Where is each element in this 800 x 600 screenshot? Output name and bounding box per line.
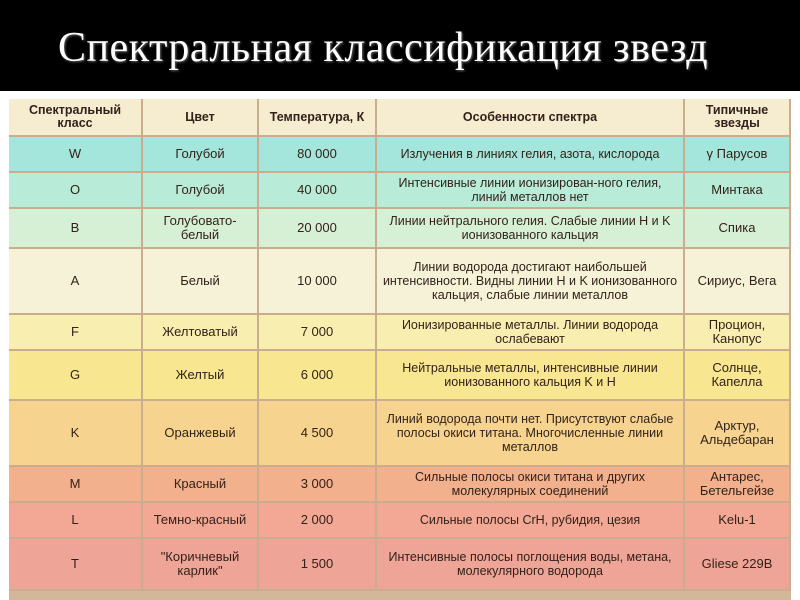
color-cell: Голубой	[143, 137, 259, 173]
color-cell: Желтый	[143, 351, 259, 401]
spectral-class-table	[9, 99, 791, 591]
spectrum-cell: Интенсивные полосы поглощения воды, метана, молекулярного водорода	[377, 539, 685, 591]
stars-cell: Арктур, Альдебаран	[685, 401, 791, 467]
stars-cell: Минтака	[685, 173, 791, 209]
temperature-cell: 1 500	[259, 539, 377, 591]
table-row	[9, 401, 791, 467]
stars-cell: γ Парусов	[685, 137, 791, 173]
stars-cell: Антарес, Бетельгейзе	[685, 467, 791, 503]
title-bar	[0, 0, 800, 91]
table-row	[9, 467, 791, 503]
color-cell: Голубовато-белый	[143, 209, 259, 249]
spectral-class-cell: G	[9, 351, 143, 401]
header-spectral-class: Спектральный класс	[9, 99, 143, 137]
spectrum-cell: Интенсивные линии ионизирован-ного гелия, линий металлов нет	[377, 173, 685, 209]
color-cell: Темно-красный	[143, 503, 259, 539]
temperature-cell: 80 000	[259, 137, 377, 173]
header-spectrum-features: Особенности спектра	[377, 99, 685, 137]
stars-cell: Спика	[685, 209, 791, 249]
color-cell: Красный	[143, 467, 259, 503]
spectrum-cell: Нейтральные металлы, интенсивные линии ионизованного кальция K и H	[377, 351, 685, 401]
color-cell: Оранжевый	[143, 401, 259, 467]
temperature-cell: 4 500	[259, 401, 377, 467]
table-frame	[9, 99, 791, 600]
table-header-row	[9, 99, 791, 137]
table-body	[9, 137, 791, 591]
temperature-cell: 6 000	[259, 351, 377, 401]
spectral-class-cell: A	[9, 249, 143, 315]
table-row	[9, 539, 791, 591]
spectral-class-cell: O	[9, 173, 143, 209]
stars-cell: Gliese 229B	[685, 539, 791, 591]
table-row	[9, 315, 791, 351]
header-temperature: Температура, К	[259, 99, 377, 137]
spectrum-cell: Ионизированные металлы. Линии водорода ослабевают	[377, 315, 685, 351]
table-row	[9, 249, 791, 315]
spectrum-cell: Линии нейтрального гелия. Слабые линии H и K ионизованного кальция	[377, 209, 685, 249]
spectrum-cell: Линий водорода почти нет. Присутствуют слабые полосы окиси титана. Многочисленные линии металлов	[377, 401, 685, 467]
stars-cell: Сириус, Вега	[685, 249, 791, 315]
spectral-class-cell: L	[9, 503, 143, 539]
color-cell: Желтоватый	[143, 315, 259, 351]
stars-cell: Kelu-1	[685, 503, 791, 539]
spectral-class-cell: K	[9, 401, 143, 467]
table-row	[9, 137, 791, 173]
color-cell: Белый	[143, 249, 259, 315]
spectral-class-cell: M	[9, 467, 143, 503]
table-row	[9, 503, 791, 539]
header-color: Цвет	[143, 99, 259, 137]
temperature-cell: 2 000	[259, 503, 377, 539]
temperature-cell: 40 000	[259, 173, 377, 209]
spectral-class-cell: W	[9, 137, 143, 173]
color-cell: Голубой	[143, 173, 259, 209]
slide-title: Спектральная классификация звезд	[58, 25, 709, 71]
table-row	[9, 173, 791, 209]
temperature-cell: 20 000	[259, 209, 377, 249]
spectral-class-cell: B	[9, 209, 143, 249]
stars-cell: Солнце, Капелла	[685, 351, 791, 401]
temperature-cell: 7 000	[259, 315, 377, 351]
spectrum-cell: Сильные полосы окиси титана и других молекулярных соединений	[377, 467, 685, 503]
table-row	[9, 209, 791, 249]
spectrum-cell: Излучения в линиях гелия, азота, кислорода	[377, 137, 685, 173]
stars-cell: Процион, Канопус	[685, 315, 791, 351]
spectrum-cell: Сильные полосы CrH, рубидия, цезия	[377, 503, 685, 539]
temperature-cell: 10 000	[259, 249, 377, 315]
temperature-cell: 3 000	[259, 467, 377, 503]
table-row	[9, 351, 791, 401]
header-typical-stars: Типичные звезды	[685, 99, 791, 137]
spectrum-cell: Линии водорода достигают наибольшей интенсивности. Видны линии H и K ионизованного кальция, слабые линии металлов	[377, 249, 685, 315]
color-cell: "Коричневый карлик"	[143, 539, 259, 591]
spectral-class-cell: T	[9, 539, 143, 591]
spectral-class-cell: F	[9, 315, 143, 351]
